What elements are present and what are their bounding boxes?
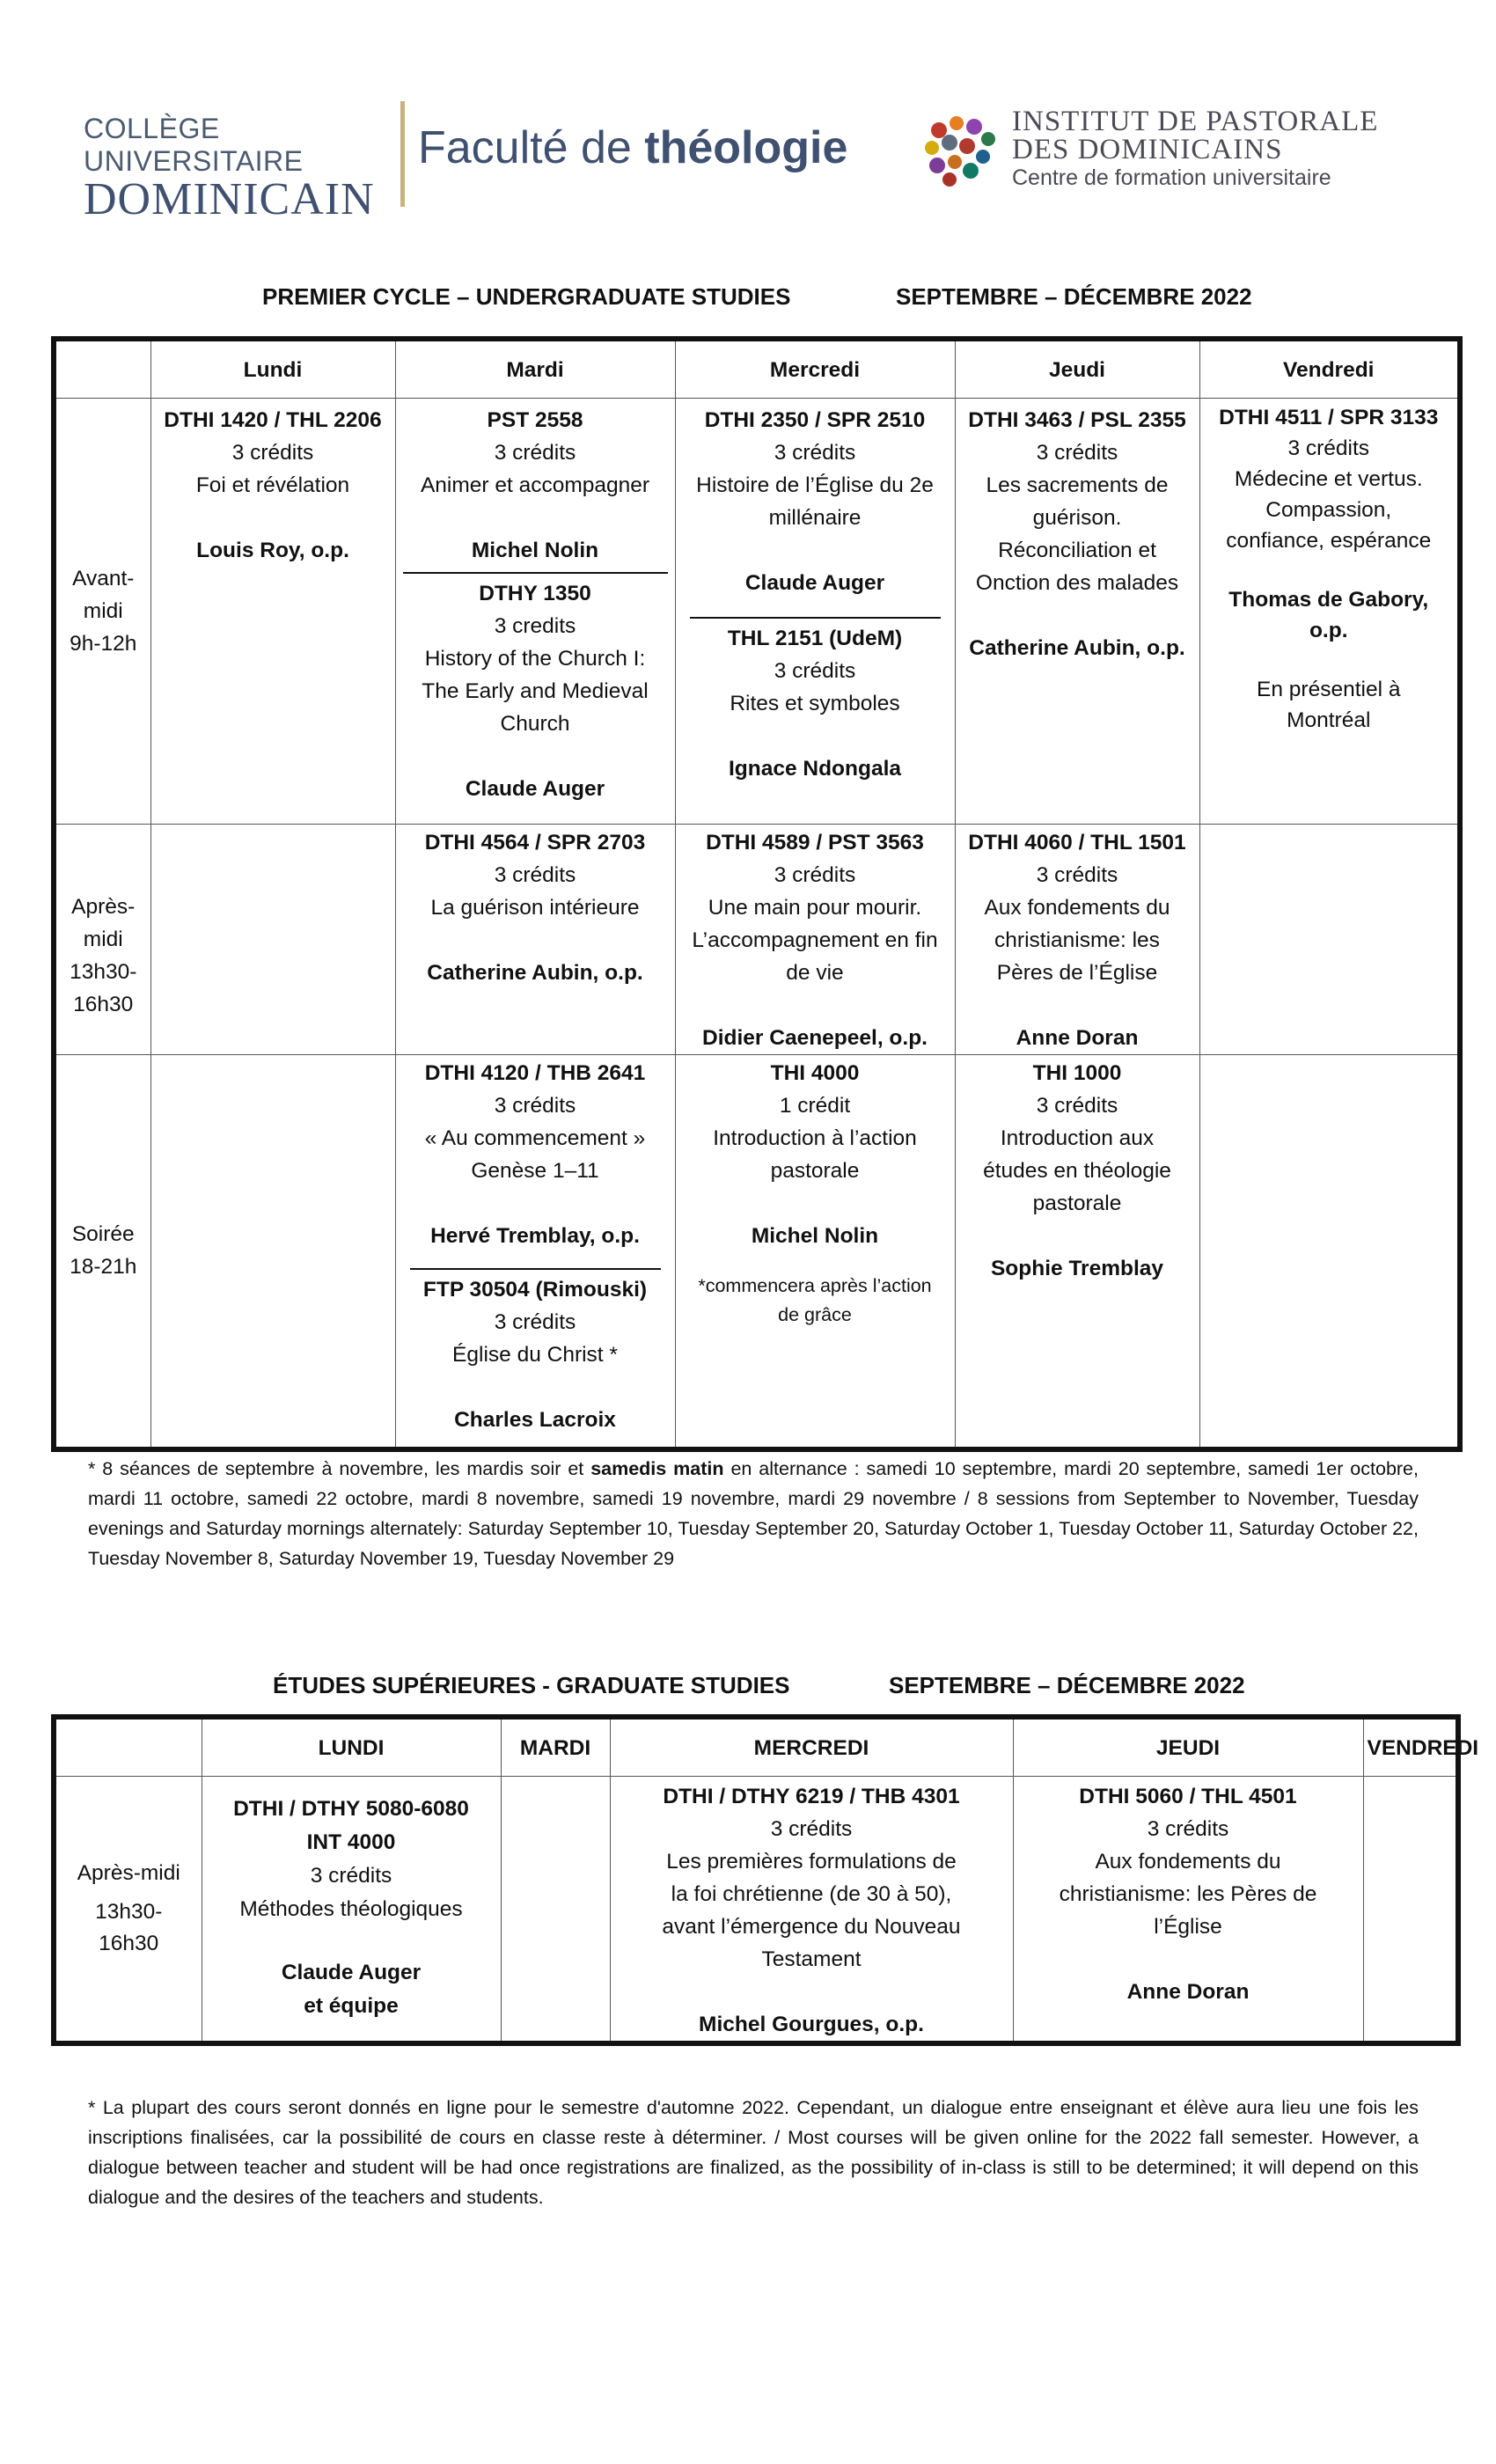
undergrad-period: SEPTEMBRE – DÉCEMBRE 2022	[896, 283, 1252, 310]
course-cell	[955, 825, 1199, 1055]
course-cell	[1199, 399, 1460, 825]
course-code: DTHI 5060 / THL 4501	[1079, 1785, 1297, 1808]
day-header: LUNDI	[202, 1717, 501, 1777]
day-header: Lundi	[150, 339, 395, 399]
course-prof: Anne Doran	[1016, 1026, 1139, 1050]
pm-row	[54, 825, 1460, 1055]
day-header: Mercredi	[675, 339, 955, 399]
undergrad-title: PREMIER CYCLE – UNDERGRADUATE STUDIES	[262, 283, 791, 310]
ipd-logo-text	[1012, 107, 1426, 192]
grad-pm-row	[54, 1777, 1458, 2044]
course-title: « Au commencement »	[424, 1126, 646, 1150]
course-title: Pères de l’Église	[996, 961, 1158, 985]
course-divider	[403, 572, 668, 574]
course-title: Introduction à l’action	[713, 1126, 917, 1150]
empty-cell	[150, 1055, 395, 1449]
time-line: 18-21h	[70, 1255, 137, 1280]
course-code: DTHI 4589 / PST 3563	[706, 831, 924, 854]
course-title: Les sacrements de	[986, 473, 1169, 497]
time-line: Avant-	[72, 567, 135, 590]
empty-cell	[150, 825, 395, 1055]
course-code: DTHI 2350 / SPR 2510	[704, 408, 926, 432]
day-header: Jeudi	[955, 339, 1199, 399]
course-credits: 3 crédits	[494, 441, 576, 465]
footnote-text: en alternance : samedi 10 septembre, mardi 20 septembre, samedi 1er octobre, mardi 11 octobre, samedi 22 octobre, mardi 8 novembre, samedi 19 novembre, mardi 29 novembre / 8 sessions from September to November, Tuesday evenings and Saturday mornings alternately: Saturday September 10, Tuesday September 20, Saturday October 1, Tuesday October 11, Saturday October 22, Tuesday November 8, Saturday November 19, Tuesday November 29	[88, 1458, 1419, 1569]
grad-schedule-table	[51, 1714, 1479, 2046]
course-code: DTHI 4120 / THB 2641	[424, 1061, 646, 1085]
course-credits: 3 crédits	[774, 863, 856, 887]
time-line: 9h-12h	[70, 632, 137, 656]
course-title: confiance, espérance	[1226, 529, 1432, 553]
undergrad-footnote	[88, 1454, 1419, 1573]
grad-period: SEPTEMBRE – DÉCEMBRE 2022	[889, 1672, 1245, 1698]
course-title: Compassion,	[1265, 498, 1392, 522]
undergrad-schedule-table	[51, 336, 1463, 1452]
time-cell-evening	[54, 1055, 150, 1449]
course-credits: 3 crédits	[494, 1094, 576, 1118]
course-credits: 3 crédits	[1147, 1817, 1229, 1841]
course-title: Les premières formulations de	[666, 1850, 957, 1874]
course-title: Foi et révélation	[195, 473, 350, 497]
course-credits: 3 crédits	[494, 1310, 576, 1334]
course-credits: 3 crédits	[774, 659, 856, 683]
course-title: la foi chrétienne (de 30 à 50),	[671, 1882, 952, 1906]
course-title: millénaire	[768, 506, 862, 530]
course-code: DTHI 3463 / PSL 2355	[968, 408, 1186, 432]
course-title: christianisme: les Pères de	[1059, 1882, 1317, 1906]
course-title: Animer et accompagner	[420, 473, 650, 497]
course-code: INT 4000	[306, 1830, 396, 1854]
course-credits: 3 crédits	[1287, 436, 1370, 460]
course-title: Testament	[761, 1947, 862, 1971]
corner-cell	[54, 1717, 202, 1777]
course-title: pastorale	[1032, 1192, 1122, 1215]
course-prof: Claude Auger	[465, 777, 605, 801]
course-title: Méthodes théologiques	[239, 1897, 463, 1921]
course-divider	[690, 617, 941, 619]
day-header: Vendredi	[1199, 339, 1460, 399]
time-line: Après-	[71, 894, 136, 919]
course-code: DTHI / DTHY 5080-6080	[233, 1797, 469, 1821]
course-title: Aux fondements du	[984, 896, 1170, 920]
course-code: THI 4000	[770, 1061, 860, 1085]
course-cell	[395, 825, 675, 1055]
course-code: DTHI 4564 / SPR 2703	[424, 831, 646, 854]
course-title: christianisme: les	[994, 928, 1160, 952]
course-code: THL 2151 (UdeM)	[727, 627, 903, 650]
cud-logo	[84, 113, 392, 222]
course-code: PST 2558	[487, 408, 583, 432]
course-note: Montréal	[1287, 708, 1371, 732]
course-prof: Catherine Aubin, o.p.	[427, 961, 643, 985]
course-code: DTHI 4511 / SPR 3133	[1219, 406, 1439, 429]
course-credits: 3 crédits	[1036, 863, 1118, 887]
empty-cell	[1363, 1777, 1458, 2044]
day-header: JEUDI	[1013, 1717, 1363, 1777]
course-credits: 3 credits	[494, 614, 576, 638]
grad-title: ÉTUDES SUPÉRIEURES - GRADUATE STUDIES	[273, 1672, 790, 1698]
faculte-bold: théologie	[644, 122, 848, 173]
course-prof: Claude Auger	[281, 1961, 422, 1984]
course-title: Une main pour mourir.	[708, 896, 922, 920]
footnote-text: * 8 séances de septembre à novembre, les mardis soir et	[88, 1458, 591, 1479]
course-title: guérison.	[1032, 506, 1122, 530]
empty-cell	[501, 1777, 610, 2044]
course-cell	[395, 399, 675, 825]
course-prof: et équipe	[304, 1994, 399, 2018]
time-line: Soirée	[71, 1222, 135, 1247]
course-code: THI 1000	[1032, 1061, 1122, 1085]
course-credits: 3 crédits	[770, 1817, 853, 1841]
course-prof: Catherine Aubin, o.p.	[969, 636, 1185, 660]
time-cell-am	[54, 399, 150, 825]
course-cell	[202, 1777, 501, 2044]
course-prof: Ignace Ndongala	[728, 757, 902, 781]
course-title: Histoire de l’Église du 2e	[696, 473, 934, 497]
course-prof: Michel Gourgues, o.p.	[699, 2013, 924, 2036]
course-prof: Charles Lacroix	[454, 1408, 616, 1432]
course-code: DTHI 1420 / THL 2206	[164, 408, 382, 432]
grad-footnote: * La plupart des cours seront donnés en ligne pour le semestre d'automne 2022. Cependant, un dialogue entre enseignant et élève aura lieu une fois les inscriptions finalisées, car la possibilité de cours en classe reste à déterminer. / Most courses will be given online for the 2022 fall semester. However, a dialogue between teacher and student will be had once registrations are finalized, as the possibility of in-class is still to be determined; it will depend on this dialogue and the desires of the teachers and students.	[88, 2097, 1419, 2208]
footnote-bold: samedis matin	[590, 1458, 724, 1479]
course-cell	[610, 1777, 1013, 2044]
time-line: Après-midi	[77, 1861, 180, 1885]
course-title: Aux fondements du	[1095, 1850, 1281, 1874]
course-credits: 3 crédits	[1036, 1094, 1118, 1118]
time-cell-grad	[54, 1777, 202, 2044]
course-note: de grâce	[778, 1304, 852, 1325]
course-cell	[150, 399, 395, 825]
time-line: midi	[83, 927, 123, 951]
empty-cell	[1199, 825, 1460, 1055]
empty-cell	[1199, 1055, 1460, 1449]
ipd-mosaic-icon	[920, 113, 1003, 192]
course-cell	[675, 399, 955, 825]
course-prof: Claude Auger	[744, 571, 885, 595]
course-cell	[675, 825, 955, 1055]
header-row	[54, 339, 1460, 399]
time-line: 16h30	[99, 1932, 159, 1955]
course-prof: Didier Caenepeel, o.p.	[702, 1026, 928, 1050]
course-title: L’accompagnement en fin	[692, 928, 938, 952]
am-row	[54, 399, 1460, 825]
course-prof: Louis Roy, o.p.	[196, 539, 349, 562]
course-prof: Michel Nolin	[751, 1224, 879, 1248]
course-title: The Early and Medieval	[422, 679, 649, 703]
course-title: études en théologie	[983, 1159, 1171, 1183]
course-credits: 1 crédit	[779, 1094, 851, 1118]
course-code: FTP 30504 (Rimouski)	[422, 1278, 648, 1302]
course-title: Genèse 1–11	[471, 1159, 599, 1183]
course-title: de vie	[786, 961, 844, 985]
time-cell-pm	[54, 825, 150, 1055]
day-header: VENDREDI	[1363, 1717, 1458, 1777]
course-code: DTHI 4060 / THL 1501	[968, 831, 1186, 854]
time-line: 13h30-	[95, 1900, 163, 1924]
course-credits: 3 crédits	[494, 863, 576, 887]
day-header: MERCREDI	[610, 1717, 1013, 1777]
course-divider	[410, 1268, 661, 1270]
ipd-line1: INSTITUT DE PASTORALE	[1012, 106, 1379, 137]
course-credits: 3 crédits	[774, 441, 856, 465]
course-title: avant l’émergence du Nouveau	[662, 1915, 961, 1939]
course-title: Église du Christ *	[452, 1343, 618, 1367]
course-title: l’Église	[1154, 1915, 1222, 1939]
course-title: pastorale	[770, 1159, 860, 1183]
course-title: Introduction aux	[1000, 1126, 1155, 1150]
course-title: Médecine et vertus.	[1234, 467, 1423, 491]
ipd-line2: DES DOMINICAINS	[1012, 134, 1283, 165]
course-credits: 3 crédits	[1036, 441, 1118, 465]
course-title: La guérison intérieure	[430, 896, 640, 920]
course-title: History of the Church I:	[424, 647, 646, 671]
course-cell	[1013, 1777, 1363, 2044]
evening-row	[54, 1055, 1460, 1449]
faculte-prefix: Faculté de	[418, 122, 645, 173]
course-prof: Hervé Tremblay, o.p.	[430, 1224, 640, 1248]
course-credits: 3 crédits	[310, 1864, 392, 1888]
course-prof: Anne Doran	[1126, 1980, 1250, 2004]
faculte-logo	[418, 121, 847, 174]
course-cell	[395, 1055, 675, 1449]
course-cell	[955, 1055, 1199, 1449]
course-prof: o.p.	[1309, 619, 1348, 642]
cud-logo-line1: COLLÈGE UNIVERSITAIRE	[84, 113, 304, 177]
time-line: midi	[83, 599, 123, 623]
course-prof: Thomas de Gabory,	[1228, 588, 1429, 612]
course-code: DTHI / DTHY 6219 / THB 4301	[663, 1785, 960, 1808]
course-cell	[955, 399, 1199, 825]
cud-logo-line2: DOMINICAIN	[84, 174, 375, 224]
course-title: Onction des malades	[975, 571, 1179, 595]
course-title: Rites et symboles	[730, 692, 900, 715]
course-prof: Sophie Tremblay	[990, 1257, 1164, 1280]
corner-cell	[54, 339, 150, 399]
page-header	[84, 97, 1412, 224]
course-note: *commencera après l’action	[698, 1275, 932, 1296]
time-line: 16h30	[73, 992, 134, 1016]
course-credits: 3 crédits	[231, 441, 314, 465]
day-header: Mardi	[395, 339, 675, 399]
time-line: 13h30-	[70, 959, 137, 984]
course-title: Réconciliation et	[998, 539, 1156, 562]
course-cell	[675, 1055, 955, 1449]
course-note: En présentiel à	[1257, 678, 1401, 701]
day-header: MARDI	[501, 1717, 610, 1777]
logo-divider	[400, 101, 405, 207]
course-prof: Michel Nolin	[471, 539, 599, 562]
header-row	[54, 1717, 1458, 1777]
ipd-subtitle: Centre de formation universitaire	[1012, 165, 1331, 190]
course-title: Church	[500, 712, 570, 736]
course-code: DTHY 1350	[479, 582, 591, 605]
